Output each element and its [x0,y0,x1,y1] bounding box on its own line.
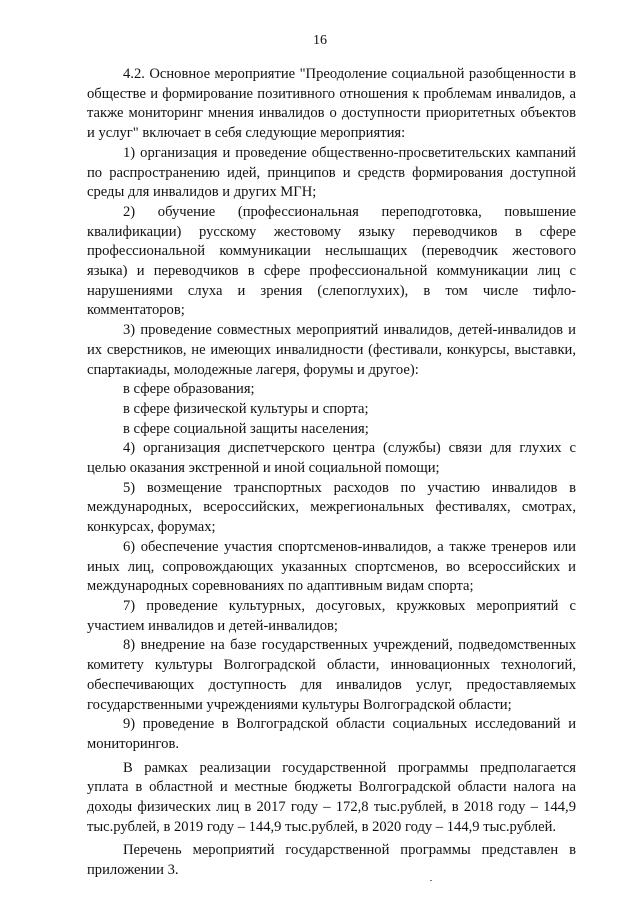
appendix-reference-paragraph: Перечень мероприятий государственной программы представлен в приложении 3. [87,842,576,879]
list-item-2: 2) обучение (профессиональная переподготовка, повышение квалификации) русскому жестовому языку переводчиков в сфере профессиональной коммуникации неслышащих (переводчик жестового языка) и переводчиков в сфере профессиональной коммуникации лиц с нарушениями слуха и зрения (слепоглухих), в том числе тифло-комментаторов; [87,203,576,319]
list-item-9: 9) проведение в Волгоградской области социальных исследований и мониторингов. [87,716,576,752]
list-item-7: 7) проведение культурных, досуговых, кружковых мероприятий с участием инвалидов и детей-инвалидов; [87,597,576,634]
list-item-4: 4) организация диспетчерского центра (службы) связи для глухих с целью оказания экстренной и иной социальной помощи; [87,440,576,477]
list-item-1: 1) организация и проведение общественно-просветительских кампаний по распространению идей, принципов и средств формирования доступной среды для инвалидов и других МГН; [87,144,576,201]
list-item-8: 8) внедрение на базе государственных учреждений, подведомственных комитету культуры Волгоградской области, инновационных технологий, обеспечивающих доступность для инвалидов услуг, предоставляемых государственными учреждениями культуры Волгоградской области; [87,637,576,713]
sub-item-social-protection: в сфере социальной защиты населения; [123,420,369,437]
page-number: 16 [313,33,327,48]
sub-item-sport: в сфере физической культуры и спорта; [123,400,369,417]
list-item-3: 3) проведение совместных мероприятий инвалидов, детей-инвалидов и их сверстников, не имеющих инвалидности (фестивали, конкурсы, выставки, спартакиады, молодежные лагеря, форумы и другое): [87,322,576,378]
sub-item-education: в сфере образования; [123,381,255,398]
paragraph-4-2-heading: 4.2. Основное мероприятие "Преодоление социальной разобщенности в обществе и формирование позитивного отношения к проблемам инвалидов, а также мониторинг мнения инвалидов о доступности приоритетных объектов и услуг" включает в себя следующие мероприятия: [87,66,576,142]
document-body [87,65,576,881]
scan-speck [430,880,432,881]
tax-paragraph: В рамках реализации государственной программы предполагается уплата в областной и местные бюджеты Волгоградской области налога на доходы физических лиц в 2017 году – 172,8 тыс.рублей, в 2018 году – 144,9 тыс.рублей, в 2019 году – 144,9 тыс.рублей, в 2020 году – 144,9 тыс.рублей. [87,759,576,835]
list-item-6: 6) обеспечение участия спортсменов-инвалидов, а также тренеров или иных лиц, сопровождающих указанных спортсменов, во всероссийских и международных соревнованиях по адаптивным видам спорта; [87,538,576,595]
list-item-5: 5) возмещение транспортных расходов по участию инвалидов в международных, всероссийских, межрегиональных фестивалях, смотрах, конкурсах, форумах; [87,479,576,536]
